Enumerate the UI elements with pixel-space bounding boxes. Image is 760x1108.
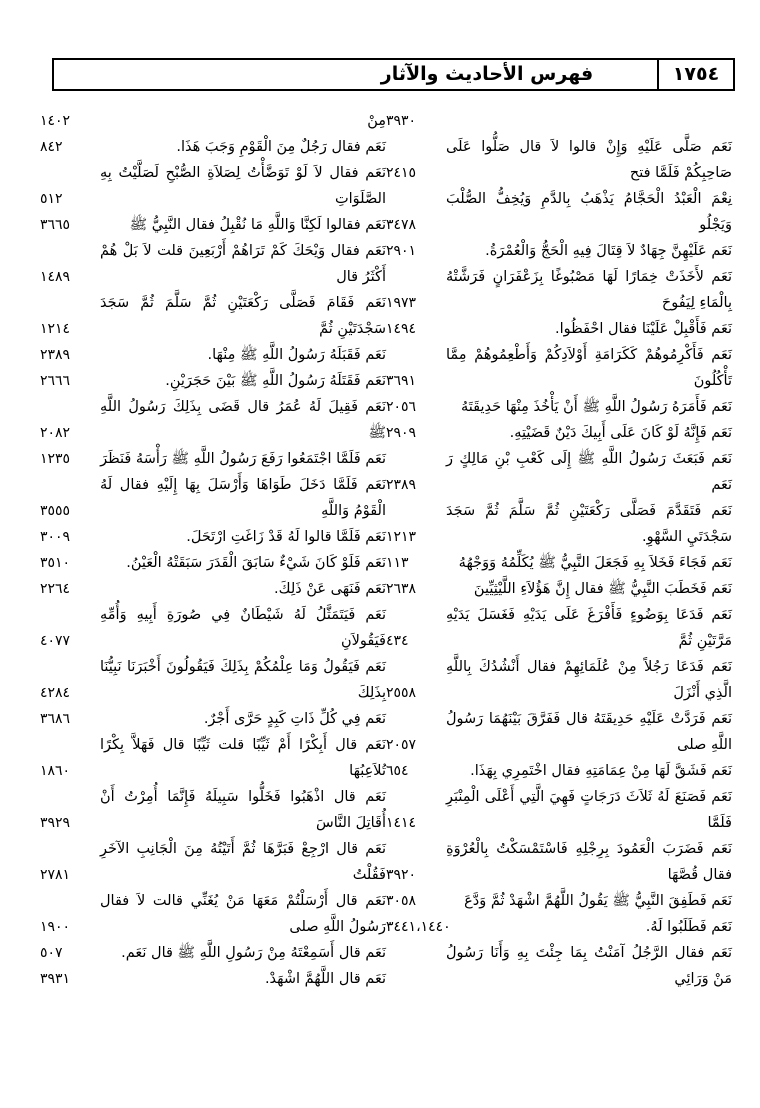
hadith-number: ١٤١٤ (386, 815, 417, 831)
hadith-text: نَعَم فَبَعَثَ رَسُولُ اللَّهِ ﷺ إِلَى كَعْبِ بْنِ مَالِكٍ رَ نَعَم (446, 451, 732, 493)
index-entry (386, 758, 732, 784)
hadith-text: نَعَم عَلَيْهِنَّ جِهَادٌ لاَ قِتَالَ فِيهِ الْحَجُّ وَالْعُمْرَةُ. (485, 243, 732, 259)
page-number: ١٧٥٤ (657, 60, 733, 89)
hadith-text: نَعَم فَخَطَبَ النَّبِيُّ ﷺ فقال إِنَّ هَؤُلاَءِ اللَّيْثِيِّينَ (473, 581, 732, 597)
hadith-text: نَعَم فَأَمَرَهُ رَسُولُ اللَّهِ ﷺ أَنْ يَأْخُذَ مِنْهَا حَدِيقَتَهُ (460, 399, 732, 415)
hadith-text: نَعَم فَقَامَ فَصَلَّى رَكْعَتَيْنِ ثُمَّ سَلَّمَ ثُمَّ سَجَدَ سَجْدَتَيْنِ ثُمَّ (100, 295, 386, 337)
hadith-number: ٣٦٩١ (386, 373, 417, 389)
hadith-text: نَعَم فَدَعَا رَجُلاً مِنْ عُلَمَائِهِمْ فقال أَنْشُدُكَ بِاللَّهِ الَّذِي أَنْزَلَ (446, 659, 732, 701)
index-entry (40, 290, 386, 342)
hadith-number: ١٢١٣ (386, 529, 417, 545)
hadith-text: نَعَم فَطَلَبُوا لَهُ. (645, 919, 732, 935)
index-entry (40, 212, 386, 238)
hadith-number: ٣٦٨٦ (40, 711, 71, 727)
index-entry (386, 784, 732, 836)
hadith-text: نَعَم قال أَبِكْرًا أَمْ ثَيِّبًا قلت ثَيِّبًا قال فَهَلاَّ بِكْرًا تُلاَعِبُهَا (100, 737, 386, 779)
hadith-text: نَعَم فَصَنَعَ لَهُ ثَلاَثَ دَرَجَاتٍ فَهِيَ الَّتِي أَعْلَى الْمِنْبَرِ فَلَمَّا (446, 789, 732, 831)
hadith-number: ١٤٠٢ (40, 113, 71, 129)
index-entry (386, 836, 732, 888)
index-entry (386, 134, 732, 186)
hadith-text: نَعَم فَدَعَا بِوَضُوءٍ فَأَفْرَغَ عَلَى يَدَيْهِ فَغَسَلَ يَدَيْهِ مَرَّتَيْنِ ثُمَّ (446, 607, 732, 649)
hadith-number: ١١٣ (386, 555, 409, 571)
hadith-text: نَعَم فَأَقْبِلْ عَلَيْنَا فقال احْفَظُوا. (555, 321, 732, 337)
hadith-text: نَعَم قال اللَّهُمَّ اشْهَدْ. (264, 971, 386, 987)
hadith-number: ٢٤١٥ (386, 165, 417, 181)
hadith-number: ٨٤٢ (40, 139, 63, 155)
index-entry (386, 420, 732, 446)
index-entry (386, 238, 732, 264)
hadith-number: ٣٩٣١ (40, 971, 71, 987)
index-entry (386, 342, 732, 394)
index-entry (40, 160, 386, 212)
hadith-text: نَعَم فَضَرَبَ الْعَمُودَ بِرِجْلِهِ فَاسْتَمْسَكْتُ بِالْعُرْوَةِ فقال قُصَّهَا (446, 841, 732, 883)
hadith-number: ٢٢٦٤ (40, 581, 71, 597)
hadith-number: ٣٤٧٨ (386, 217, 417, 233)
index-entry (40, 446, 386, 472)
index-entry (386, 706, 732, 758)
index-entry (40, 706, 386, 732)
index-entry (386, 654, 732, 706)
hadith-number: ١٢٣٥ (40, 451, 71, 467)
hadith-number: ٤٣٤ (386, 633, 409, 649)
index-entry (40, 342, 386, 368)
hadith-number: ٢٠٨٢ (40, 425, 71, 441)
hadith-text: نَعَم قال أَرْسَلْتُمْ مَعَهَا مَنْ يُغَنِّي قالت لاَ فقال رَسُولُ اللَّهِ صلى (100, 893, 386, 935)
hadith-text: نَعَم فقالوا لَكِنَّا وَاللَّهِ مَا نُقْبِلُ فقال النَّبِيُّ ﷺ (129, 217, 386, 233)
index-entry (40, 238, 386, 290)
hadith-number: ٣٦٦٥ (40, 217, 71, 233)
index-entry (386, 602, 732, 654)
hadith-number: ٢٩٠١ (386, 243, 417, 259)
hadith-number: ١٤٩٤ (386, 321, 417, 337)
hadith-text: نَعَم فَقِيلَ لَهُ عُمَرُ قال قَضَى بِذَلِكَ رَسُولُ اللَّهِ ﷺ (100, 399, 386, 441)
index-entry (40, 576, 386, 602)
hadith-number: ٣٩٣٠ (386, 113, 417, 129)
hadith-number: ٣٩٢٠ (386, 867, 417, 883)
hadith-number: ٤٠٧٧ (40, 633, 71, 649)
hadith-text: نَعَم قال ارْجِعْ فَبَرَّهَا ثُمَّ أَتَيْتُهُ مِنَ الْجَانِبِ الآخَرِ فَقُلْتُ (100, 841, 386, 883)
hadith-text: نَعَم فقال وَيْحَكَ كَمْ تَرَاهُمْ أَرْبَعِينَ قلت لاَ بَلْ هُمْ أَكْثَرُ قال (100, 243, 386, 285)
hadith-number: ٣٠٥٨ (386, 893, 417, 909)
index-entry (40, 888, 386, 940)
hadith-text: نَعَم قال اذْهَبُوا فَخَلُّوا سَبِيلَهُ فَإِنَّمَا أُمِرْتُ أَنْ أُقَاتِلَ النَّاسَ (100, 789, 386, 831)
hadith-text: نَعَم لأَخَذَتْ خِمَارًا لَهَا مَصْبُوغًا بِزَعْفَرَانٍ فَرَشَّتْهُ بِالْمَاءِ لِيَفُوحَ (446, 269, 732, 311)
hadith-number: ٣٥١٠ (40, 555, 71, 571)
hadith-number: ٥٠٧ (40, 945, 63, 961)
hadith-number: ٢٥٥٨ (386, 685, 417, 701)
hadith-text: نَعَم فَرَدَّتْ عَلَيْهِ حَدِيقَتَهُ قال فَفَرَّقَ بَيْنَهُمَا رَسُولُ اللَّهِ صلى (446, 711, 732, 753)
hadith-number: ٥١٢ (40, 191, 63, 207)
index-entry (386, 888, 732, 914)
hadith-text: نَعَم صَلَّى عَلَيْهِ وَإِنْ قالوا لاَ قال صَلُّوا عَلَى صَاحِبِكُمْ فَلَمَّا فتح (446, 139, 732, 181)
hadith-number: ٢٦٣٨ (386, 581, 417, 597)
hadith-number: ٢٠٥٧ (386, 737, 417, 753)
hadith-text: نَعَم فَتَقَدَّمَ فَصَلَّى رَكْعَتَيْنِ ثُمَّ سَلَّمَ ثُمَّ سَجَدَ سَجْدَتَيِ السَّهْوِ. (446, 503, 732, 545)
index-entry (386, 550, 732, 576)
hadith-text: نَعَم فِي كُلِّ ذَاتِ كَبِدٍ حَرَّى أَجْرٌ. (203, 711, 386, 727)
hadith-text: نَعَم فَطَفِقَ النَّبِيُّ ﷺ يَقُولُ اللَّهُمَّ اشْهَدْ ثُمَّ وَدَّعَ (464, 893, 732, 909)
hadith-number: ١٨٦٠ (40, 763, 71, 779)
hadith-text: نَعَم فقال الرَّجُلُ آمَنْتُ بِمَا جِئْتَ بِهِ وَأَنَا رَسُولُ مَنْ وَرَائِي (446, 945, 732, 987)
hadith-text: مِنْ (367, 113, 386, 129)
index-entry (40, 524, 386, 550)
index-entry (386, 394, 732, 420)
hadith-text: نَعَم فَشَقَّ لَهَا مِنْ عِمَامَتِهِ فقال اخْتَمِرِي بِهَذَا. (470, 763, 732, 779)
index-entry (40, 836, 386, 888)
hadith-number: ٢٣٨٩ (386, 477, 417, 493)
hadith-text: نَعَم فَقَبَلَهُ رَسُولُ اللَّهِ ﷺ مِنْهَا. (207, 347, 386, 363)
index-column-left (40, 108, 386, 992)
hadith-number: ٢٧٨١ (40, 867, 71, 883)
hadith-text: نَعَم فَلَوْ كَانَ شَيْءٌ سَابَقَ الْقَدَرَ سَبَقَتْهُ الْعَيْنُ. (126, 555, 386, 571)
hadith-text: نَعَم فقال رَجُلٌ مِنَ الْقَوْمِ وَجَبَ هَذَا. (176, 139, 386, 155)
hadith-number: ١٩٠٠ (40, 919, 71, 935)
hadith-number: ٣٠٠٩ (40, 529, 71, 545)
index-entry (40, 394, 386, 446)
hadith-number: ١٩٧٣ (386, 295, 417, 311)
index-entry (386, 108, 732, 134)
index-entry (40, 368, 386, 394)
index-entry (386, 576, 732, 602)
index-entry (40, 784, 386, 836)
page-header (52, 58, 735, 91)
index-entry (386, 316, 732, 342)
hadith-number: ٦٥٤ (386, 763, 409, 779)
hadith-number: ١٢١٤ (40, 321, 71, 337)
index-entry (40, 134, 386, 160)
hadith-text: نَعَم فَلَمَّا قالوا لَهُ قَدْ زَاغَتِ ارْتَحَلَ. (186, 529, 386, 545)
hadith-number: ٣٩٢٩ (40, 815, 71, 831)
index-entry (386, 498, 732, 550)
hadith-text: نِعْمَ الْعَبْدُ الْحَجَّامُ يَذْهَبُ بِالدَّمِ وَيُخِفُّ الصُّلْبَ وَيَجْلُو (446, 191, 732, 233)
hadith-number: ٣٤٤١،١٤٤٠ (386, 919, 451, 935)
hadith-number: ٢٦٦٦ (40, 373, 71, 389)
page-title: فهرس الأحاديث والآثار (380, 63, 594, 85)
hadith-text: نَعَم فَجَاءَ فَخَلاَ بِهِ فَجَعَلَ النَّبِيُّ ﷺ يُكَلِّمُهُ وَوَجْهُهُ (458, 555, 732, 571)
hadith-text: نَعَم فَإِنَّهُ لَوْ كَانَ عَلَى أَبِيكَ دَيْنٌ قَضَيْتِهِ. (509, 425, 732, 441)
index-entry (40, 550, 386, 576)
hadith-text: نَعَم قال أَسَمِعْتَهُ مِنْ رَسُولِ اللَّهِ ﷺ قال نَعَم. (121, 945, 386, 961)
index-entry (386, 446, 732, 498)
index-entry (40, 472, 386, 524)
index-column-right (386, 108, 732, 992)
hadith-number: ٤٢٨٤ (40, 685, 71, 701)
hadith-text: نَعَم فَيَتَمَثَّلُ لَهُ شَيْطَانٌ فِي صُورَةِ أَبِيهِ وَأُمِّهِ فَيَقُولاَنِ (100, 607, 386, 649)
hadith-number: ٢٣٨٩ (40, 347, 71, 363)
index-entry (386, 264, 732, 316)
hadith-text: نَعَم فَنَهَى عَنْ ذَلِكَ. (274, 581, 386, 597)
index-entry (386, 186, 732, 238)
index-entry (40, 732, 386, 784)
hadith-number: ٢٩٠٩ (386, 425, 417, 441)
index-entry (40, 966, 386, 992)
index-entry (40, 108, 386, 134)
hadith-text: نَعَم فَلَمَّا اجْتَمَعُوا رَفَعَ رَسُولُ اللَّهِ ﷺ رَأْسَهُ فَنَظَرَ (100, 451, 386, 467)
hadith-text: نَعَم فَلَمَّا دَخَلَ طَوَاهَا وَأَرْسَلَ بِهَا إِلَيْهِ فقال لَهُ الْقَوْمُ وَاللَّهِ (100, 477, 386, 519)
hadith-text: نَعَم فَيَقُولُ وَمَا عِلْمُكُمْ بِذَلِكَ فَيَقُولُونَ أَخْبَرَنَا نَبِيُّنَا بِذَلِكَ (100, 659, 386, 701)
hadith-text: نَعَم فقال لاَ لَوْ تَوَضَّأْتُ لِصَلاَةِ الصُّبْحِ لَصَلَّيْتُ بِهِ الصَّلَوَاتِ (100, 165, 386, 207)
hadith-text: نَعَم فَأَكْرِمُوهُمْ كَكَرَامَةِ أَوْلاَدِكُمْ وَأَطْعِمُوهُمْ مِمَّا تَأْكُلُونَ (446, 347, 732, 389)
index-entry (386, 940, 732, 992)
index-entry (40, 602, 386, 654)
hadith-text: نَعَم فَقَتَلَهُ رَسُولُ اللَّهِ ﷺ بَيْنَ حَجَرَيْنِ. (165, 373, 386, 389)
hadith-number: ١٤٨٩ (40, 269, 71, 285)
index-entry (386, 914, 732, 940)
index-entry (40, 940, 386, 966)
hadith-number: ٢٠٥٦ (386, 399, 417, 415)
hadith-number: ٣٥٥٥ (40, 503, 71, 519)
index-entry (40, 654, 386, 706)
